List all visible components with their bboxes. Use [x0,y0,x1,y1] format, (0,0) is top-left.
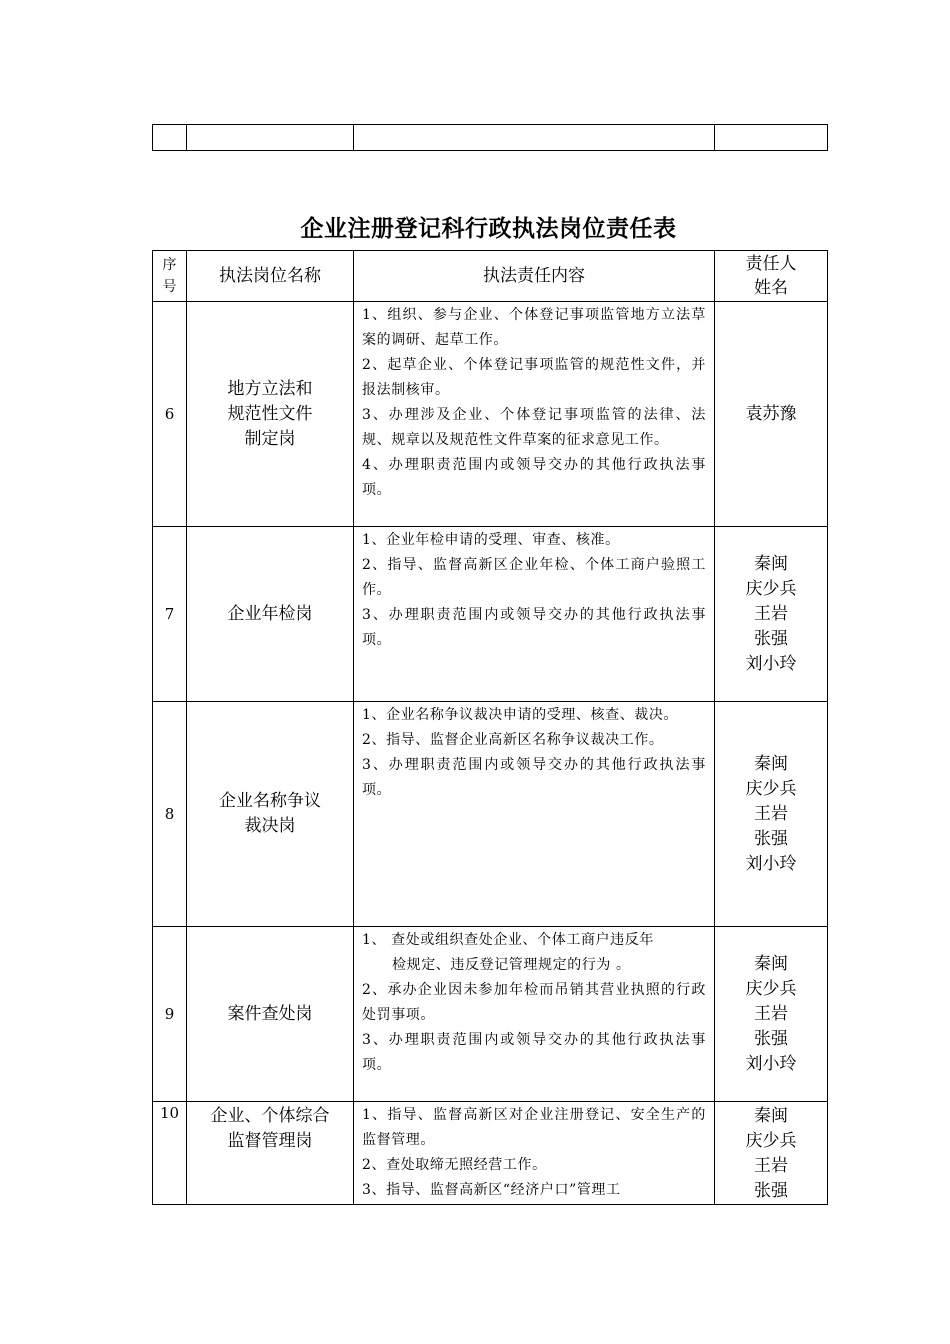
header-seq-line: 号 [162,279,177,295]
row-persons [715,302,828,527]
person-name: 秦闽 [754,553,788,574]
person-name: 刘小玲 [745,1053,797,1074]
post-line: 企业年检岗 [227,603,313,624]
person-name: 庆少兵 [745,1131,797,1151]
duty-item: 1、企业年检申请的受理、审查、核准。 [362,532,620,548]
duty-item: 检规定、违反登记管理规定的行为 。 [392,957,631,973]
row-persons [715,927,828,1102]
table-row [153,927,828,1102]
header-seq [153,251,187,302]
duty-item: 1、企业名称争议裁决申请的受理、核查、裁决。 [362,707,679,723]
table-row [153,302,828,527]
empty-cell [354,125,715,151]
post-line: 企业名称争议 [219,791,321,811]
post-line: 企业、个体综合 [210,1106,330,1126]
row-duties [354,1102,715,1205]
person-name: 张强 [754,628,788,649]
row-duties [354,302,715,527]
duty-item: 3、办理职责范围内或领导交办的其他行政执法事项。 [362,1032,706,1073]
row-post [187,702,354,927]
table-row [153,125,828,151]
post-line: 地方立法和 [227,378,313,399]
duty-item: 3、办理职责范围内或领导交办的其他行政执法事项。 [362,757,706,798]
person-name: 张强 [754,1181,788,1201]
person-name: 王岩 [754,1003,788,1024]
post-line: 裁决岗 [244,816,296,836]
row-post [187,302,354,527]
post-line: 制定岗 [244,428,296,449]
duty-item: 3、办理职责范围内或领导交办的其他行政执法事项。 [362,607,706,648]
header-person [715,251,828,302]
empty-cell [715,125,828,151]
person-name: 王岩 [754,603,788,624]
person-name: 张强 [754,1028,788,1049]
header-seq-line: 序 [162,257,177,273]
person-name: 王岩 [754,803,788,824]
row-persons [715,527,828,702]
table-header-row [153,251,828,302]
table-row [153,702,828,927]
table-row [153,1102,828,1205]
empty-cell [153,125,187,151]
header-person-line: 姓名 [754,278,788,298]
duty-item: 3、指导、监督高新区“经济户口”管理工 [362,1182,621,1198]
person-name: 袁苏豫 [745,403,797,424]
person-name: 张强 [754,828,788,849]
row-seq: 9 [153,927,187,1102]
header-person-line: 责任人 [745,254,797,274]
row-post [187,1102,354,1205]
duty-item: 2、指导、监督高新区企业年检、个体工商户验照工作。 [362,557,706,598]
person-name: 庆少兵 [745,778,797,799]
row-duties [354,702,715,927]
person-name: 刘小玲 [745,853,797,874]
header-post: 执法岗位名称 [187,251,354,302]
person-name: 秦闽 [754,753,788,774]
duty-item: 2、查处取缔无照经营工作。 [362,1157,547,1173]
duty-item: 1、组织、参与企业、个体登记事项监管地方立法草案的调研、起草工作。 [362,307,706,348]
duty-item: 2、指导、监督企业高新区名称争议裁决工作。 [362,732,664,748]
document-title: 企业注册登记科行政执法岗位责任表 [300,215,677,242]
table-row [153,527,828,702]
row-duties [354,527,715,702]
row-post [187,527,354,702]
row-seq: 10 [153,1102,187,1205]
responsibility-table [152,250,828,1205]
person-name: 王岩 [754,1156,788,1176]
row-duties [354,927,715,1102]
duty-item: 4、办理职责范围内或领导交办的其他行政执法事项。 [362,457,706,498]
duty-item: 2、承办企业因未参加年检而吊销其营业执照的行政处罚事项。 [362,982,706,1023]
duty-item: 1、 查处或组织查处企业、个体工商户违反年 [362,932,654,948]
person-name: 庆少兵 [745,978,797,999]
row-post [187,927,354,1102]
row-seq: 7 [153,527,187,702]
duty-item: 3、办理涉及企业、个体登记事项监管的法律、法规、规章以及规范性文件草案的征求意见工作。 [362,407,706,448]
person-name: 庆少兵 [745,578,797,599]
row-seq: 6 [153,302,187,527]
row-persons [715,702,828,927]
duty-item: 2、起草企业、个体登记事项监管的规范性文件，并报法制核审。 [362,357,706,398]
post-line: 规范性文件 [227,403,313,424]
person-name: 刘小玲 [745,653,797,674]
person-name: 秦闽 [754,1106,788,1126]
header-duty: 执法责任内容 [354,251,715,302]
row-persons [715,1102,828,1205]
duty-item: 1、指导、监督高新区对企业注册登记、安全生产的监督管理。 [362,1107,706,1148]
row-seq: 8 [153,702,187,927]
post-line: 案件查处岗 [227,1003,313,1024]
person-name: 秦闽 [754,953,788,974]
post-line: 监督管理岗 [227,1131,313,1151]
previous-table-fragment [152,124,828,151]
empty-cell [187,125,354,151]
